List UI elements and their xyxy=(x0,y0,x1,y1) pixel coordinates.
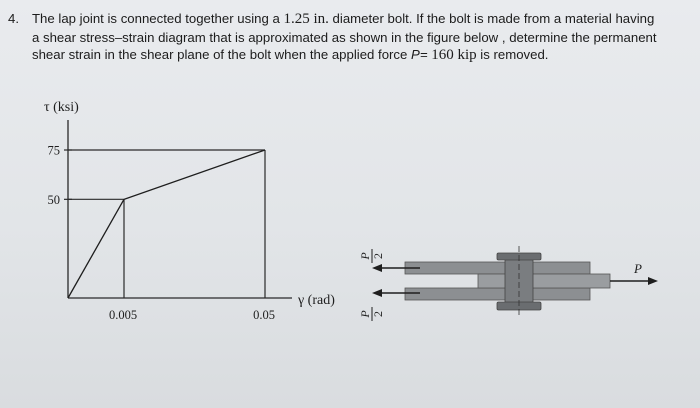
force-label: P= xyxy=(411,47,428,63)
top-half-load-label xyxy=(358,249,385,263)
curve-segment-2 xyxy=(124,150,265,199)
y-tick-label: 75 xyxy=(47,143,60,158)
right-arrowhead xyxy=(648,277,658,285)
bottom-half-load-denominator: 2 xyxy=(371,311,385,317)
problem-text-2: diameter bolt. If the bolt is made from a material having a shear stress–strain diagram that is approximated as shown in the figure below , determine the permanent shear strain in the shear plane of the bolt when the applied force xyxy=(32,11,657,63)
lap-joint xyxy=(358,246,658,321)
top-plate xyxy=(405,262,590,274)
bolt-diameter: 1.25 in. xyxy=(283,11,329,27)
bottom-plate xyxy=(405,288,590,300)
top-left-arrowhead xyxy=(372,264,382,272)
curve-segment-1 xyxy=(68,199,124,298)
middle-plate xyxy=(478,274,610,288)
top-half-load-numerator: P xyxy=(358,252,372,260)
problem-text-3: is removed. xyxy=(476,47,549,63)
top-half-load-denominator: 2 xyxy=(371,253,385,259)
load-p-label: P xyxy=(634,261,642,276)
bottom-half-load-label xyxy=(358,307,385,321)
y-axis-label: τ (ksi) xyxy=(44,100,79,115)
x-tick-label: 0.05 xyxy=(253,308,275,322)
x-axis-label: γ (rad) xyxy=(298,293,335,308)
y-tick-label: 50 xyxy=(47,192,60,207)
force-value: 160 kip xyxy=(431,47,477,64)
bottom-left-arrowhead xyxy=(372,289,382,297)
bottom-half-load-numerator: P xyxy=(358,310,372,318)
x-tick-label: 0.005 xyxy=(108,308,138,322)
problem-text-1: The lap joint is connected together using a xyxy=(32,11,284,26)
problem-number: 4. xyxy=(8,11,19,26)
